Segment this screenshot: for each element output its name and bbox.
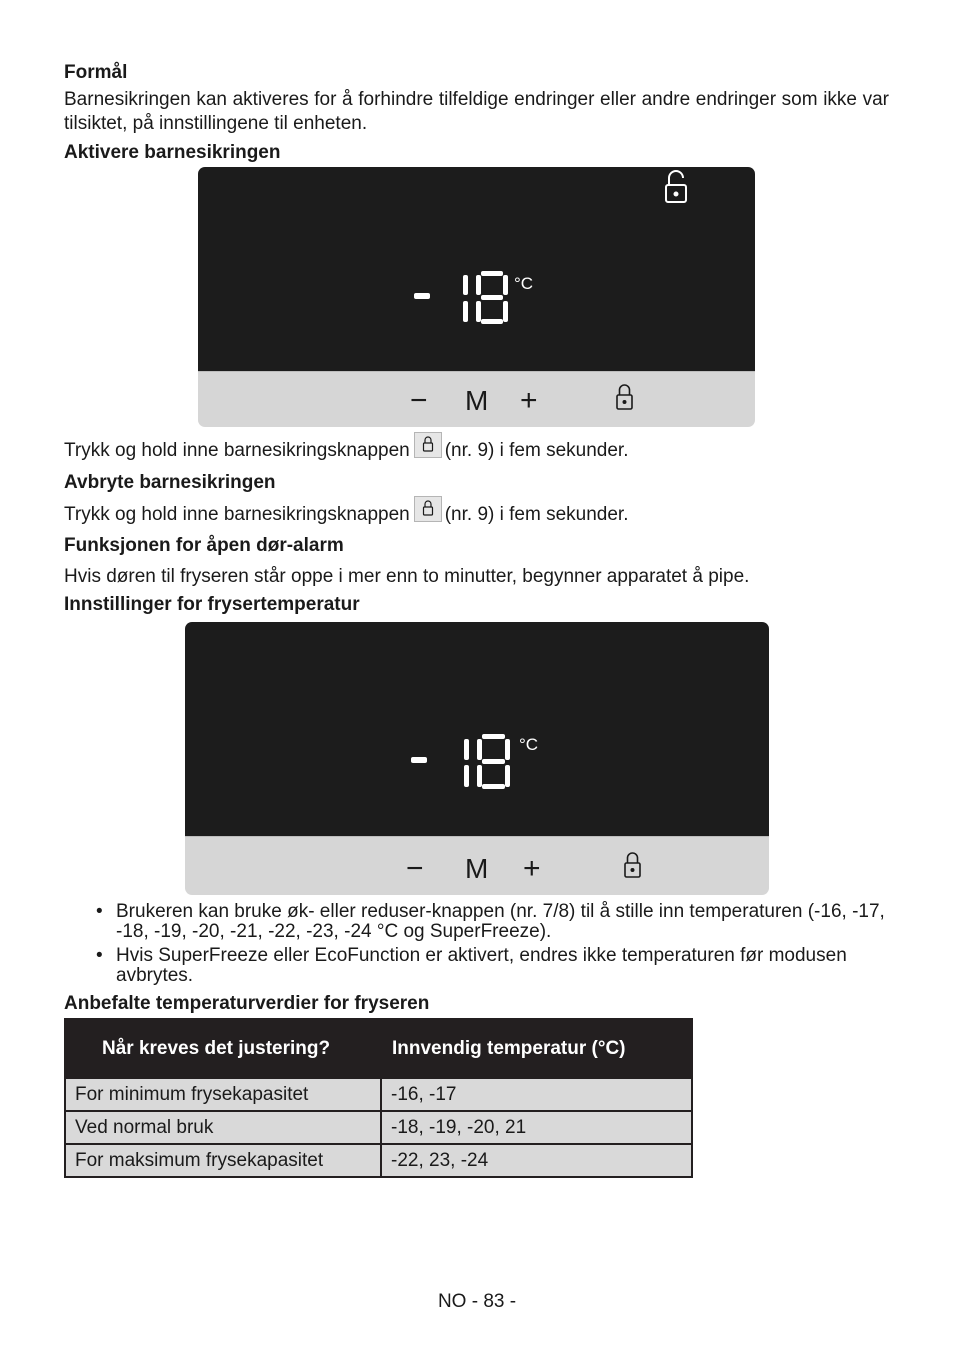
increase-button[interactable]: + [523, 852, 541, 885]
recommended-heading: Anbefalte temperaturverdier for fryseren [64, 993, 430, 1014]
display-panel-temperature [185, 622, 769, 895]
activate-heading: Aktivere barnesikringen [64, 142, 281, 163]
temperature-bullets [96, 902, 891, 990]
display-minus-segment [411, 757, 427, 763]
table-cell: For minimum frysekapasitet [65, 1078, 381, 1111]
increase-button[interactable]: + [520, 384, 538, 417]
recommended-temperature-table [64, 1018, 693, 1178]
door-alarm-heading: Funksjonen for åpen dør-alarm [64, 535, 344, 556]
display-panel-locked [198, 167, 755, 427]
table-cell: Ved normal bruk [65, 1111, 381, 1144]
lock-status-icon [666, 171, 686, 202]
column-header: Når kreves det justering? [65, 1019, 381, 1078]
page-number: NO - 83 - [437, 1291, 517, 1312]
table-row [65, 1078, 692, 1111]
child-lock-icon [414, 496, 442, 522]
child-lock-button-icon[interactable] [617, 385, 632, 409]
activate-instruction [64, 432, 894, 464]
mode-button[interactable]: M [465, 385, 489, 416]
column-header: Innvendig temperatur (°C) [381, 1019, 692, 1078]
unit-label: °C [519, 735, 539, 754]
cancel-text-after: (nr. 9) i fem sekunder. [444, 504, 629, 525]
purpose-text: Barnesikringen kan aktiveres for å forhindre tilfeldige endringer eller andre endringer som ikke var tilsiktet, på innstillingene til enheten. [64, 89, 889, 134]
display-minus-segment [414, 293, 430, 299]
cancel-heading: Avbryte barnesikringen [64, 472, 276, 493]
table-row [65, 1144, 692, 1177]
digit-one-segments [463, 275, 468, 322]
decrease-button[interactable]: − [406, 852, 424, 885]
child-lock-button-icon[interactable] [625, 853, 640, 877]
table-cell: For maksimum frysekapasitet [65, 1144, 381, 1177]
freezer-temp-heading: Innstillinger for frysertemperatur [64, 594, 360, 615]
activate-text-after: (nr. 9) i fem sekunder. [444, 440, 629, 461]
table-cell: -18, -19, -20, 21 [381, 1111, 692, 1144]
cancel-text-before: Trykk og hold inne barnesikringsknappen [64, 504, 410, 525]
door-alarm-text: Hvis døren til fryseren står oppe i mer enn to minutter, begynner apparatet å pipe. [64, 566, 750, 587]
digit-eight-segments [476, 271, 508, 324]
mode-button[interactable]: M [465, 853, 489, 884]
purpose-heading: Formål [64, 62, 128, 83]
table-cell: -22, 23, -24 [381, 1144, 692, 1177]
activate-text-before: Trykk og hold inne barnesikringsknappen [64, 440, 410, 461]
table-cell: -16, -17 [381, 1078, 692, 1111]
bullet-item: • Brukeren kan bruke øk- eller reduser-knappen (nr. 7/8) til å stille inn temperaturen (-16, -17, -18, -19, -20, -21, -22, -23, -24 °C og SuperFreeze). [96, 902, 891, 942]
bullet-item: • Hvis SuperFreeze eller EcoFunction er aktivert, endres ikke temperaturen før modusen avbrytes. [96, 946, 891, 986]
unit-label: °C [514, 274, 534, 293]
table-header-row [65, 1019, 692, 1078]
child-lock-icon [414, 432, 442, 458]
decrease-button[interactable]: − [410, 384, 428, 417]
digit-one-segments [464, 739, 469, 787]
table-row [65, 1111, 692, 1144]
digit-eight-segments [477, 734, 510, 789]
cancel-instruction [64, 496, 894, 528]
